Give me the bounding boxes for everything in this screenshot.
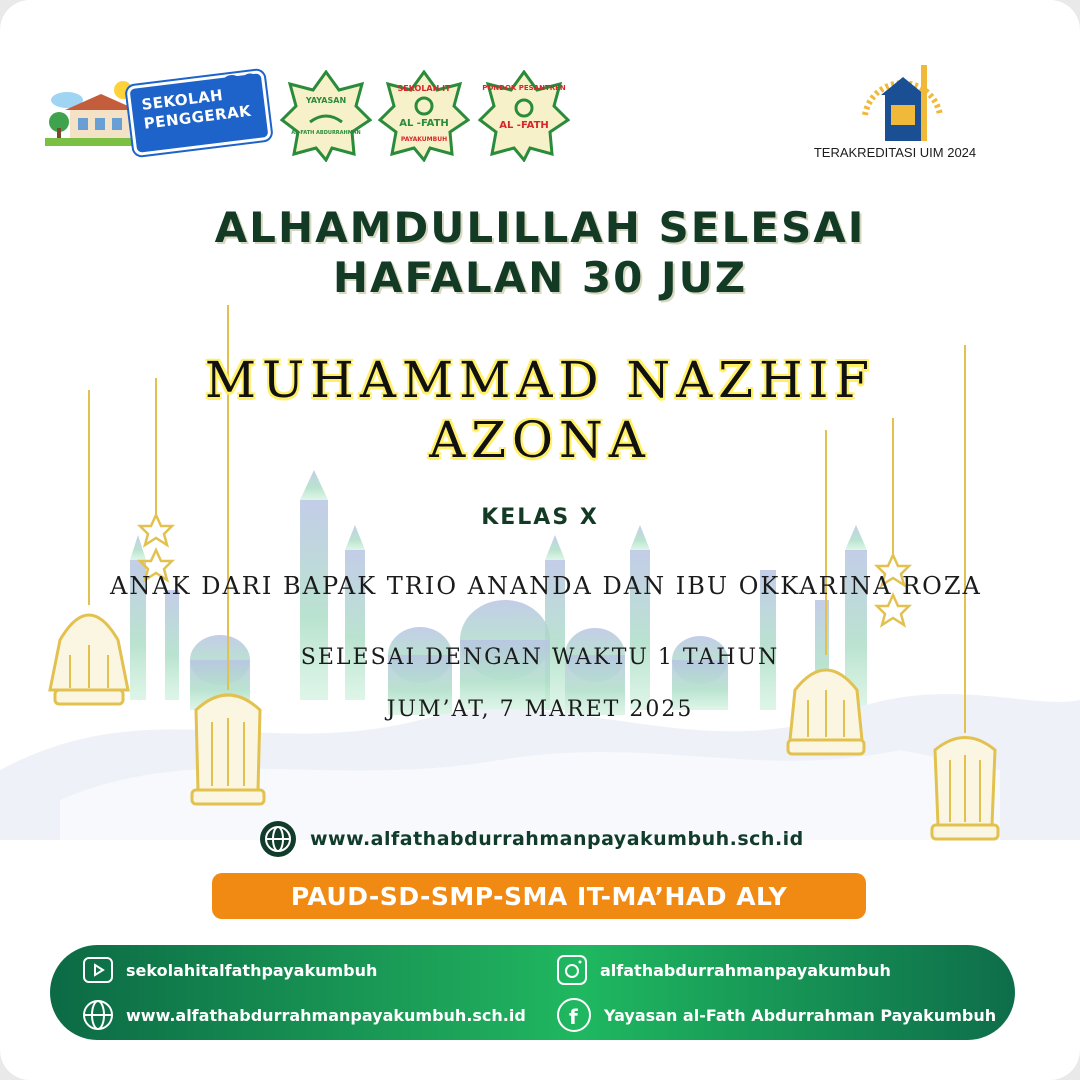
yayasan-logo: YAYASAN AL-FATH ABDURRAHMAN: [280, 70, 372, 162]
date-line: JUM’AT, 7 MARET 2025: [386, 697, 694, 722]
student-class: KELAS X: [481, 505, 599, 530]
parents-line: ANAK DARI BAPAK TRIO ANANDA DAN IBU OKKARINA ROZA: [110, 572, 982, 600]
instagram-link[interactable]: alfathabdurrahmanpayakumbuh: [556, 953, 891, 987]
pondok-pesantren-logo: PONDOK PESANTREN AL -FATH: [478, 70, 570, 162]
svg-text:f: f: [569, 1005, 578, 1029]
gear-icon: [218, 68, 262, 104]
youtube-link[interactable]: sekolahitalfathpayakumbuh: [82, 953, 377, 987]
accreditation-label: TERAKREDITASI UIM 2024: [813, 145, 977, 160]
instagram-icon: [556, 954, 588, 986]
sekolah-penggerak-logo: SEKOLAH PENGGERAK: [126, 70, 272, 156]
levels-banner-text: PAUD-SD-SMP-SMA IT-MA’HAD ALY: [290, 881, 788, 911]
globe-icon: [82, 999, 114, 1031]
globe-icon: [258, 819, 298, 859]
web-link[interactable]: www.alfathabdurrahmanpayakumbuh.sch.id: [82, 997, 526, 1033]
student-name-line1: MUHAMMAD NAZHIF: [204, 351, 876, 409]
star-ornament-icon: [140, 515, 909, 625]
accreditation-emblem: [855, 55, 950, 145]
website-row[interactable]: [258, 818, 804, 860]
student-name-line2: AZONA: [429, 411, 651, 469]
headline-line2: HAFALAN 30 JUZ: [332, 253, 748, 302]
school-building-illustration: [45, 78, 140, 148]
sekolah-it-logo: SEKOLAH IT AL -FATH PAYAKUMBUH: [378, 70, 470, 162]
website-link[interactable]: www.alfathabdurrahmanpayakumbuh.sch.id: [310, 828, 804, 850]
duration-line: SELESAI DENGAN WAKTU 1 TAHUN: [300, 645, 780, 670]
facebook-icon: [556, 997, 592, 1033]
facebook-link[interactable]: f Yayasan al-Fath Abdurrahman Payakumbuh: [556, 997, 996, 1033]
headline-line1: ALHAMDULILLAH SELESAI: [214, 203, 866, 252]
youtube-icon: [82, 955, 114, 985]
levels-banner: [212, 873, 866, 919]
